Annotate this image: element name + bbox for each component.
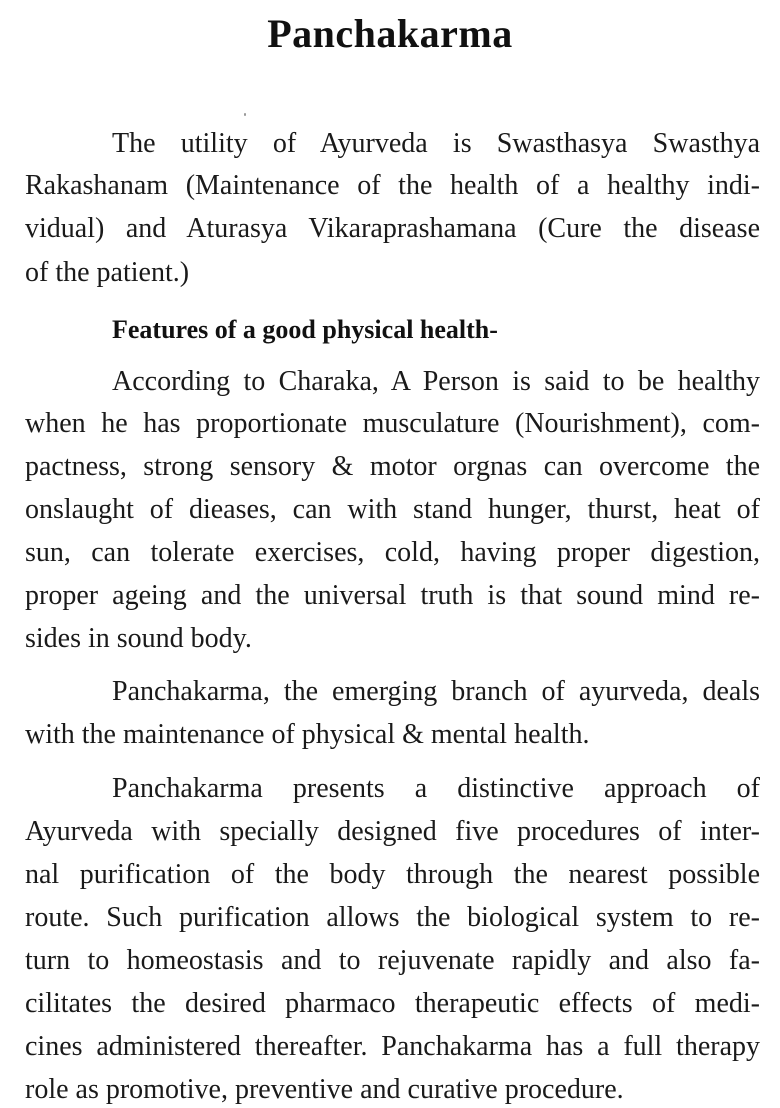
- text-line: onslaught of dieases, can with stand hunger, thurst, heat of: [25, 494, 760, 525]
- text-line: pactness, strong sensory & motor orgnas can overcome the: [25, 451, 760, 482]
- text-line: of the patient.): [25, 257, 190, 288]
- text-line: proper ageing and the universal truth is that sound mind re-: [25, 580, 760, 611]
- text-line: sun, can tolerate exercises, cold, having proper digestion,: [25, 537, 760, 568]
- text-line: The utility of Ayurveda is Swasthasya Swasthya: [112, 128, 760, 159]
- text-line: with the maintenance of physical & mental health.: [25, 719, 590, 750]
- text-line: cilitates the desired pharmaco therapeutic effects of medi-: [25, 988, 760, 1019]
- text-line: cines administered thereafter. Panchakarma has a full therapy: [25, 1031, 760, 1062]
- text-line: sides in sound body.: [25, 623, 252, 654]
- section-heading: Features of a good physical health-: [112, 315, 498, 344]
- scan-speck: [244, 113, 246, 116]
- text-line: nal purification of the body through the nearest possible: [25, 859, 760, 890]
- text-line: Rakashanam (Maintenance of the health of a healthy indi-: [25, 170, 760, 201]
- text-line: According to Charaka, A Person is said to be healthy: [112, 366, 760, 397]
- text-line: when he has proportionate musculature (Nourishment), com-: [25, 408, 760, 439]
- text-line: vidual) and Aturasya Vikaraprashamana (Cure the disease: [25, 213, 760, 244]
- page-title: Panchakarma: [267, 11, 513, 56]
- text-line: Panchakarma presents a distinctive approach of: [112, 773, 760, 804]
- text-line: route. Such purification allows the biological system to re-: [25, 902, 760, 933]
- text-line: role as promotive, preventive and curative procedure.: [25, 1074, 624, 1105]
- text-line: turn to homeostasis and to rejuvenate rapidly and also fa-: [25, 945, 760, 976]
- text-line: Ayurveda with specially designed five procedures of inter-: [25, 816, 760, 847]
- text-line: Panchakarma, the emerging branch of ayurveda, deals: [112, 676, 760, 707]
